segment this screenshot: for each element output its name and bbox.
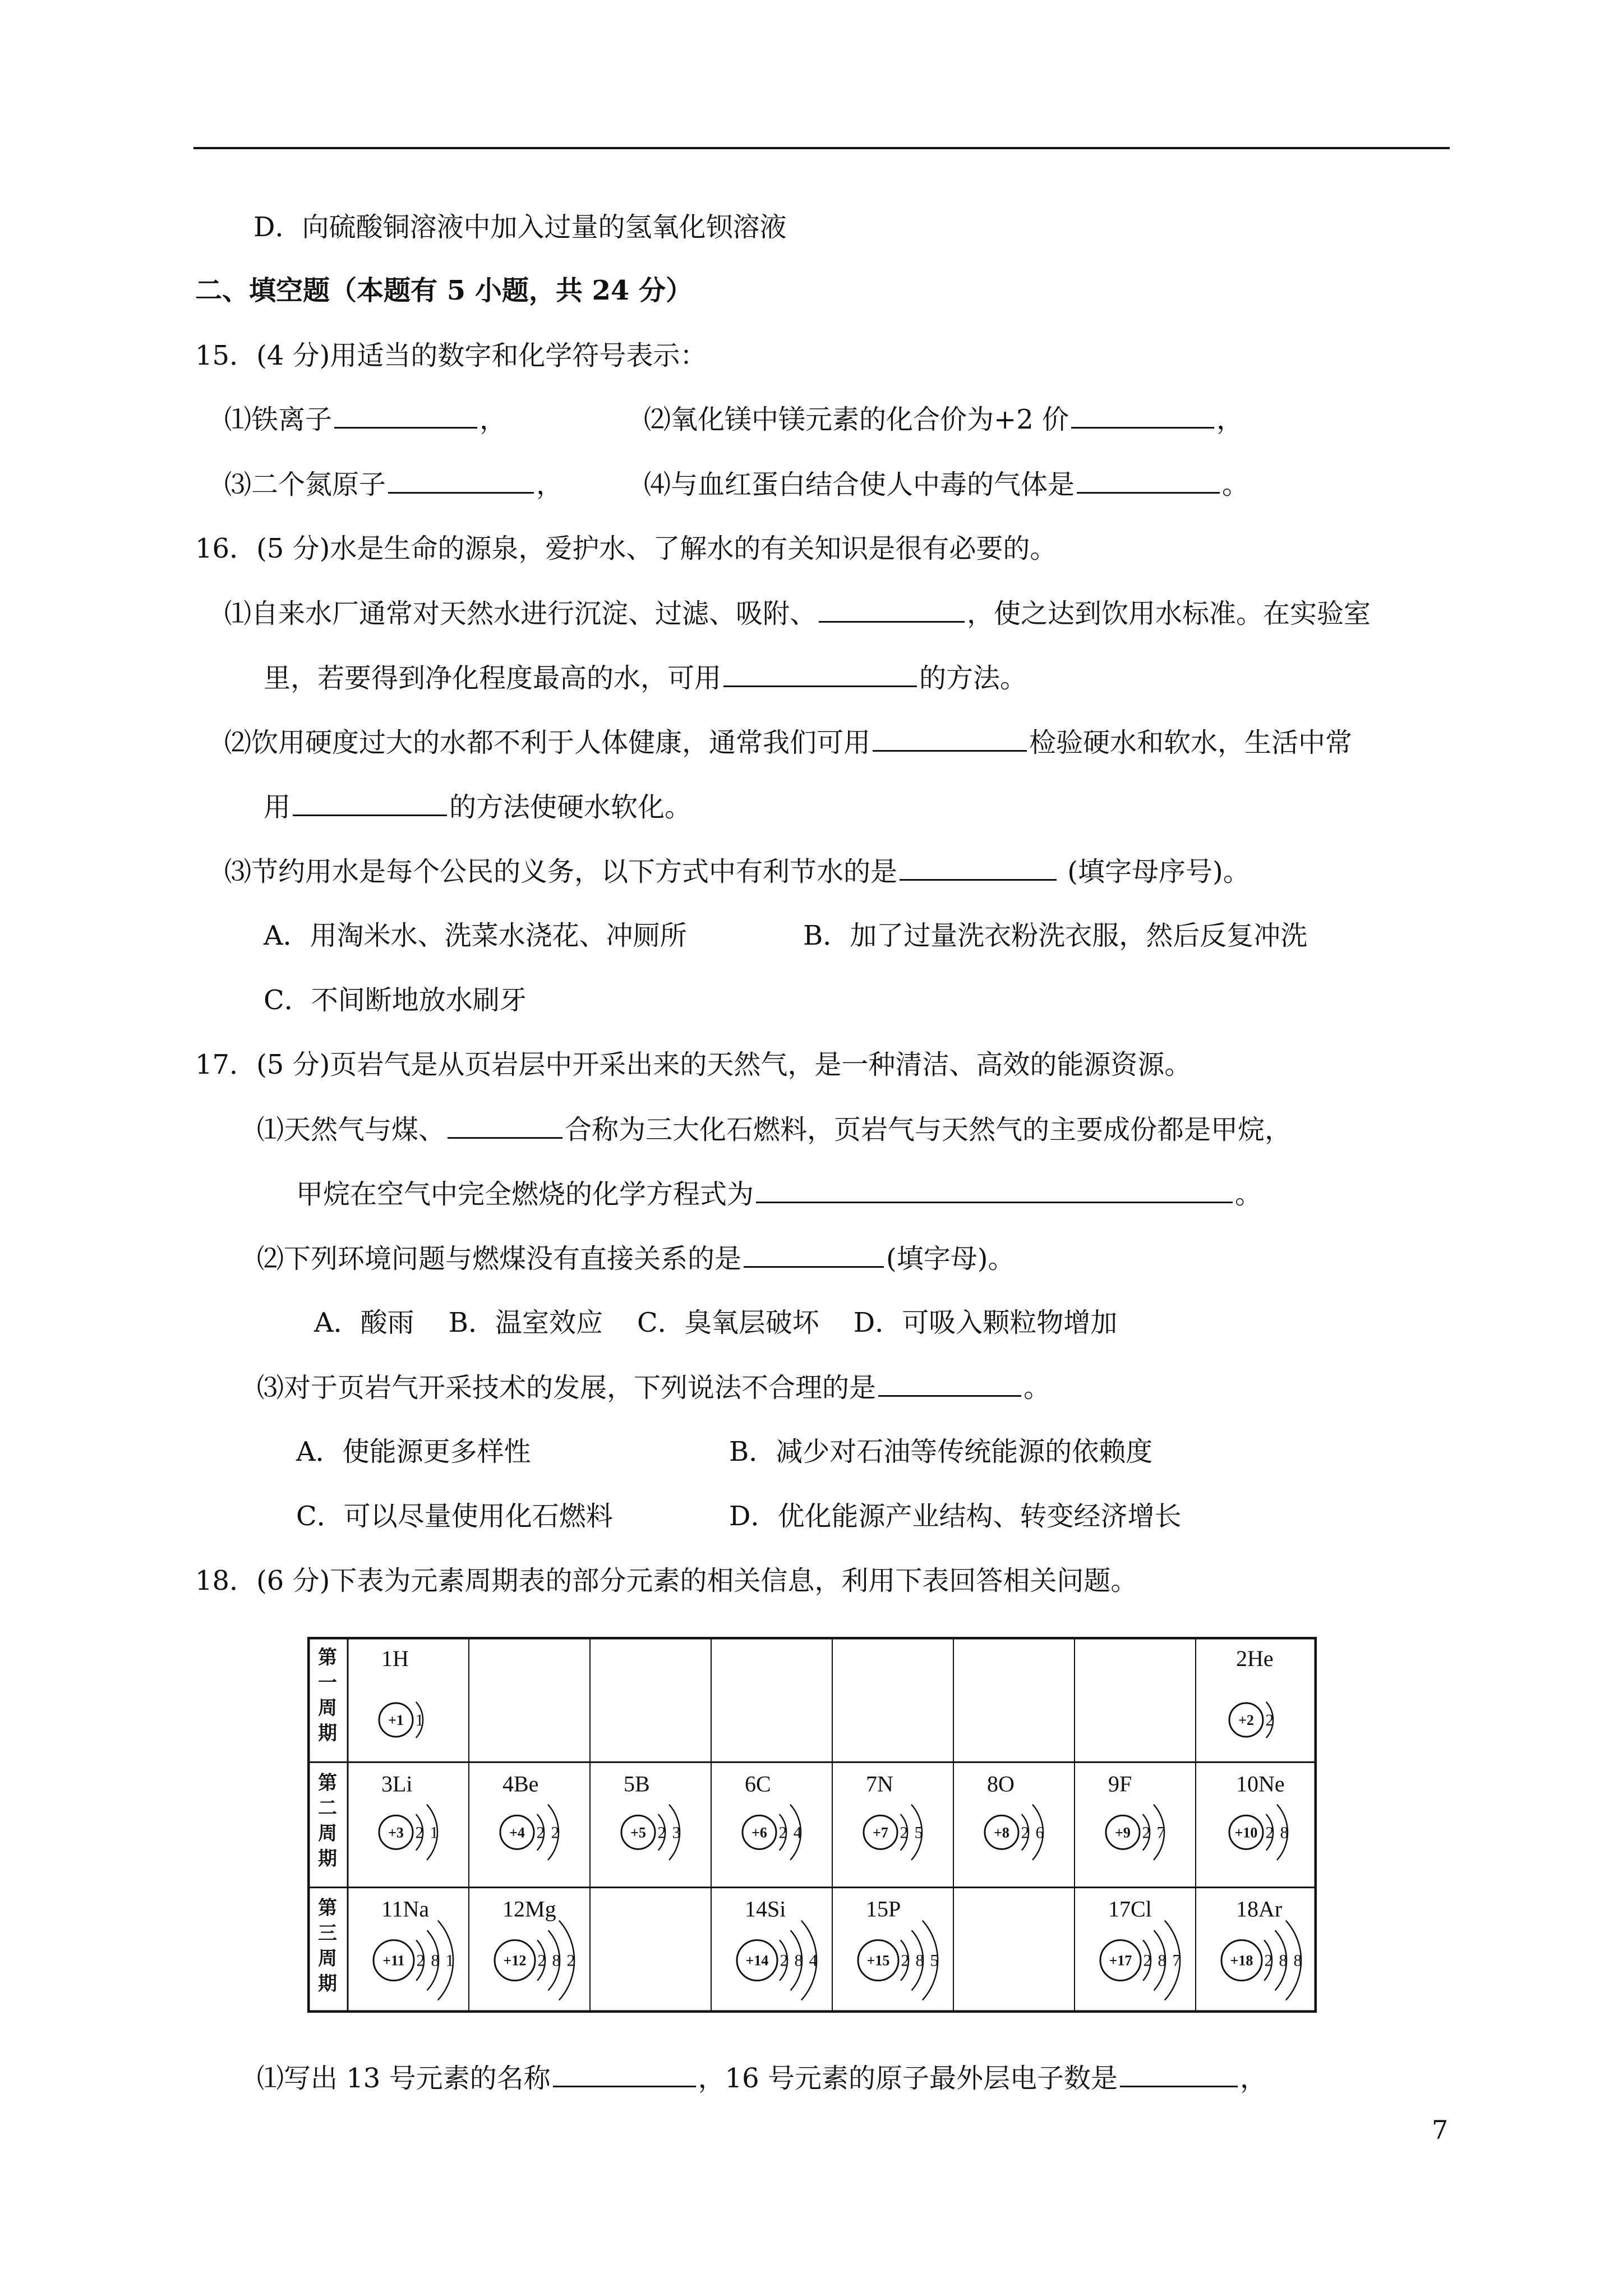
q17-part2-options: A．酸雨 B．温室效应 C．臭氧层破坏 D．可吸入颗粒物增加 [314, 1307, 1118, 1338]
answer-blank[interactable] [819, 596, 965, 623]
q16-part1-cont: 里，若要得到净化程度最高的水，可用 的方法。 [264, 661, 1027, 695]
nucleus-charge: +7 [873, 1824, 888, 1841]
element-cell [500, 1771, 560, 1860]
nucleus-charge: +14 [745, 1952, 769, 1969]
element-cell [743, 1771, 802, 1860]
element-symbol: 10Ne [1236, 1771, 1285, 1797]
period-label-char: 周 [318, 1947, 337, 1970]
nucleus-charge: +17 [1109, 1952, 1132, 1969]
nucleus-charge: +5 [630, 1824, 646, 1841]
element-cell [1221, 1897, 1302, 2000]
q17-part1-cont: 甲烷在空气中完全燃烧的化学方程式为 。 [296, 1177, 1262, 1211]
answer-blank[interactable] [878, 1370, 1021, 1397]
electron-count: 2 [1142, 1823, 1151, 1842]
element-cell [379, 1646, 424, 1738]
q18-stem: 18．(6 分)下表为元素周期表的部分元素的相关信息，利用下表回答相关问题。 [195, 1565, 1138, 1596]
element-symbol: 12Mg [502, 1896, 556, 1922]
q16-stem: 16．(5 分)水是生命的源泉，爱护水、了解水的有关知识是很有必要的。 [195, 533, 1057, 564]
element-symbol: 9F [1108, 1771, 1132, 1797]
period-label-char: 周 [318, 1822, 337, 1845]
element-symbol: 2He [1236, 1646, 1274, 1671]
electron-count: 2 [551, 1823, 560, 1842]
q17-stem: 17．(5 分)页岩气是从页岩层中开采出来的天然气，是一种清洁、高效的能源资源。 [195, 1049, 1192, 1080]
electron-count: 8 [915, 1951, 924, 1970]
q17-option-b: B．减少对石油等传统能源的依赖度 [729, 1436, 1153, 1467]
element-symbol: 15P [866, 1896, 901, 1922]
answer-blank[interactable] [744, 1241, 884, 1268]
nucleus-charge: +3 [388, 1824, 404, 1841]
electron-count: 2 [1021, 1823, 1030, 1842]
element-symbol: 6C [745, 1771, 771, 1797]
period-label-char: 第 [318, 1897, 337, 1920]
element-symbol: 7N [866, 1771, 893, 1797]
electron-count: 8 [794, 1951, 803, 1970]
electron-count: 8 [552, 1951, 561, 1970]
option-d-line: D．向硫酸铜溶液中加入过量的氢氧化钡溶液 [253, 211, 787, 243]
element-cell [1229, 1646, 1274, 1738]
element-symbol: 11Na [381, 1896, 430, 1922]
nucleus-charge: +10 [1234, 1824, 1258, 1841]
period-label-char: 周 [318, 1697, 337, 1719]
section-heading: 二、填空题（本题有 5 小题，共 24 分） [195, 275, 693, 306]
electron-count: 2 [566, 1951, 575, 1970]
q16-part2: ⑵饮用硬度过大的水都不利于人体健康，通常我们可用 检验硬水和软水，生活中常 [224, 725, 1352, 760]
electron-count: 2 [1265, 1823, 1274, 1842]
q16-part1: ⑴自来水厂通常对天然水进行沉淀、过滤、吸附、 ，使之达到饮用水标准。在实验室 [224, 596, 1371, 631]
nucleus-charge: +15 [866, 1952, 890, 1969]
answer-blank[interactable] [388, 467, 534, 494]
electron-count: 8 [1280, 1823, 1289, 1842]
element-cell [1229, 1771, 1289, 1860]
q17-part1: ⑴天然气与煤、 合称为三大化石燃料，页岩气与天然气的主要成份都是甲烷， [257, 1112, 1292, 1147]
periodic-table [307, 1637, 1317, 2013]
element-cell [864, 1771, 923, 1860]
nucleus-charge: +6 [751, 1824, 767, 1841]
electron-count: 2 [900, 1823, 909, 1842]
element-cell [985, 1771, 1044, 1860]
element-cell [495, 1897, 575, 2000]
period-label-char: 第 [318, 1646, 337, 1669]
q15-stem: 15．(4 分)用适当的数字和化学符号表示： [195, 340, 707, 371]
q17-option-c: C．可以尽量使用化石燃料 [296, 1501, 613, 1532]
electron-count: 3 [672, 1823, 681, 1842]
electron-count: 8 [1279, 1951, 1288, 1970]
q17-part2: ⑵下列环境问题与燃煤没有直接关系的是 (填字母)。 [257, 1241, 1015, 1276]
element-cell [737, 1897, 818, 2000]
electron-count: 2 [415, 1823, 424, 1842]
nucleus-charge: +4 [509, 1824, 525, 1841]
element-cell [1106, 1771, 1165, 1860]
q17-option-d: D．优化能源产业结构、转变经济增长 [729, 1501, 1182, 1532]
electron-count: 4 [809, 1951, 818, 1970]
q17-part3: ⑶对于页岩气开采技术的发展，下列说法不合理的是 。 [257, 1370, 1050, 1405]
q15-line2: ⑶二个氮原子 ， [224, 467, 563, 501]
element-symbol: 3Li [381, 1771, 413, 1797]
q16-part3: ⑶节约用水是每个公民的义务，以下方式中有利节水的是 (填字母序号)。 [224, 854, 1250, 889]
element-cell [858, 1897, 939, 2000]
answer-blank[interactable] [873, 725, 1027, 752]
answer-blank[interactable] [1077, 467, 1220, 494]
element-symbol: 5B [624, 1771, 650, 1797]
electron-count: 8 [1158, 1951, 1166, 1970]
element-symbol: 1H [381, 1646, 409, 1671]
electron-count: 5 [930, 1951, 939, 1970]
nucleus-charge: +18 [1230, 1952, 1253, 1969]
answer-blank[interactable] [1071, 402, 1214, 429]
q16-option-c: C．不间断地放水刷牙 [264, 984, 527, 1016]
electron-count: 1 [430, 1823, 439, 1842]
nucleus-charge: +12 [503, 1952, 527, 1969]
electron-count: 2 [901, 1951, 910, 1970]
electron-count: 2 [537, 1951, 546, 1970]
electron-count: 1 [415, 1711, 424, 1729]
period-label-char: 第 [318, 1772, 337, 1795]
answer-blank[interactable] [334, 402, 477, 429]
nucleus-charge: +11 [382, 1952, 405, 1969]
answer-blank[interactable] [293, 790, 447, 816]
element-symbol: 4Be [502, 1771, 539, 1797]
page-number: 7 [1432, 2115, 1449, 2145]
element-symbol: 18Ar [1236, 1896, 1283, 1922]
nucleus-charge: +8 [994, 1824, 1009, 1841]
element-symbol: 8O [987, 1771, 1015, 1797]
electron-count: 2 [536, 1823, 545, 1842]
period-label-char: 三 [318, 1922, 337, 1945]
q15-line1-right: ⑵氧化镁中镁元素的化合价为+2 价 ， [644, 402, 1243, 436]
nucleus-charge: +1 [388, 1712, 404, 1728]
electron-count: 2 [1264, 1951, 1273, 1970]
electron-count: 4 [793, 1823, 802, 1842]
answer-blank[interactable] [1120, 2061, 1238, 2087]
q15-line1: ⑴铁离子 ， [224, 402, 506, 436]
electron-count: 2 [416, 1951, 425, 1970]
element-cell [374, 1897, 454, 2000]
element-symbol: 14Si [745, 1896, 786, 1922]
q16-part2-cont: 用 的方法使硬水软化。 [264, 790, 691, 824]
electron-count: 1 [445, 1951, 454, 1970]
answer-blank[interactable] [756, 1177, 1233, 1203]
answer-blank[interactable] [448, 1112, 562, 1139]
element-cell [379, 1771, 439, 1860]
q17-option-a: A．使能源更多样性 [296, 1436, 531, 1467]
answer-blank[interactable] [553, 2061, 696, 2087]
nucleus-charge: +9 [1115, 1824, 1131, 1841]
period-label-char: 期 [318, 1722, 337, 1745]
electron-count: 2 [657, 1823, 666, 1842]
electron-count: 2 [780, 1951, 789, 1970]
electron-count: 2 [778, 1823, 787, 1842]
period-label-char: 期 [318, 1972, 337, 1995]
electron-count: 6 [1035, 1823, 1044, 1842]
element-cell [621, 1771, 681, 1860]
header-rule [193, 147, 1450, 149]
period-label-char: 二 [318, 1797, 337, 1820]
q16-option-a: A．用淘米水、洗菜水浇花、冲厕所 [264, 920, 687, 951]
electron-count: 7 [1172, 1951, 1181, 1970]
electron-count: 2 [1143, 1951, 1152, 1970]
answer-blank[interactable] [900, 854, 1057, 881]
q16-option-b: B．加了过量洗衣粉洗衣服，然后反复冲洗 [803, 920, 1308, 951]
electron-count: 5 [914, 1823, 923, 1842]
q15-line2-right: ⑷与血红蛋白结合使人中毒的气体是 。 [644, 467, 1249, 501]
electron-count: 8 [1293, 1951, 1302, 1970]
electron-count: 8 [431, 1951, 440, 1970]
period-label-char: 期 [318, 1847, 337, 1870]
electron-count: 7 [1156, 1823, 1165, 1842]
element-cell [1100, 1897, 1181, 2000]
element-symbol: 17Cl [1108, 1896, 1152, 1922]
period-label-char: 一 [318, 1672, 337, 1694]
answer-blank[interactable] [723, 661, 917, 687]
nucleus-charge: +2 [1238, 1712, 1254, 1728]
q18-part1: ⑴写出 13 号元素的名称 ，16 号元素的原子最外层电子数是 ， [257, 2061, 1267, 2095]
electron-count: 2 [1265, 1711, 1274, 1729]
